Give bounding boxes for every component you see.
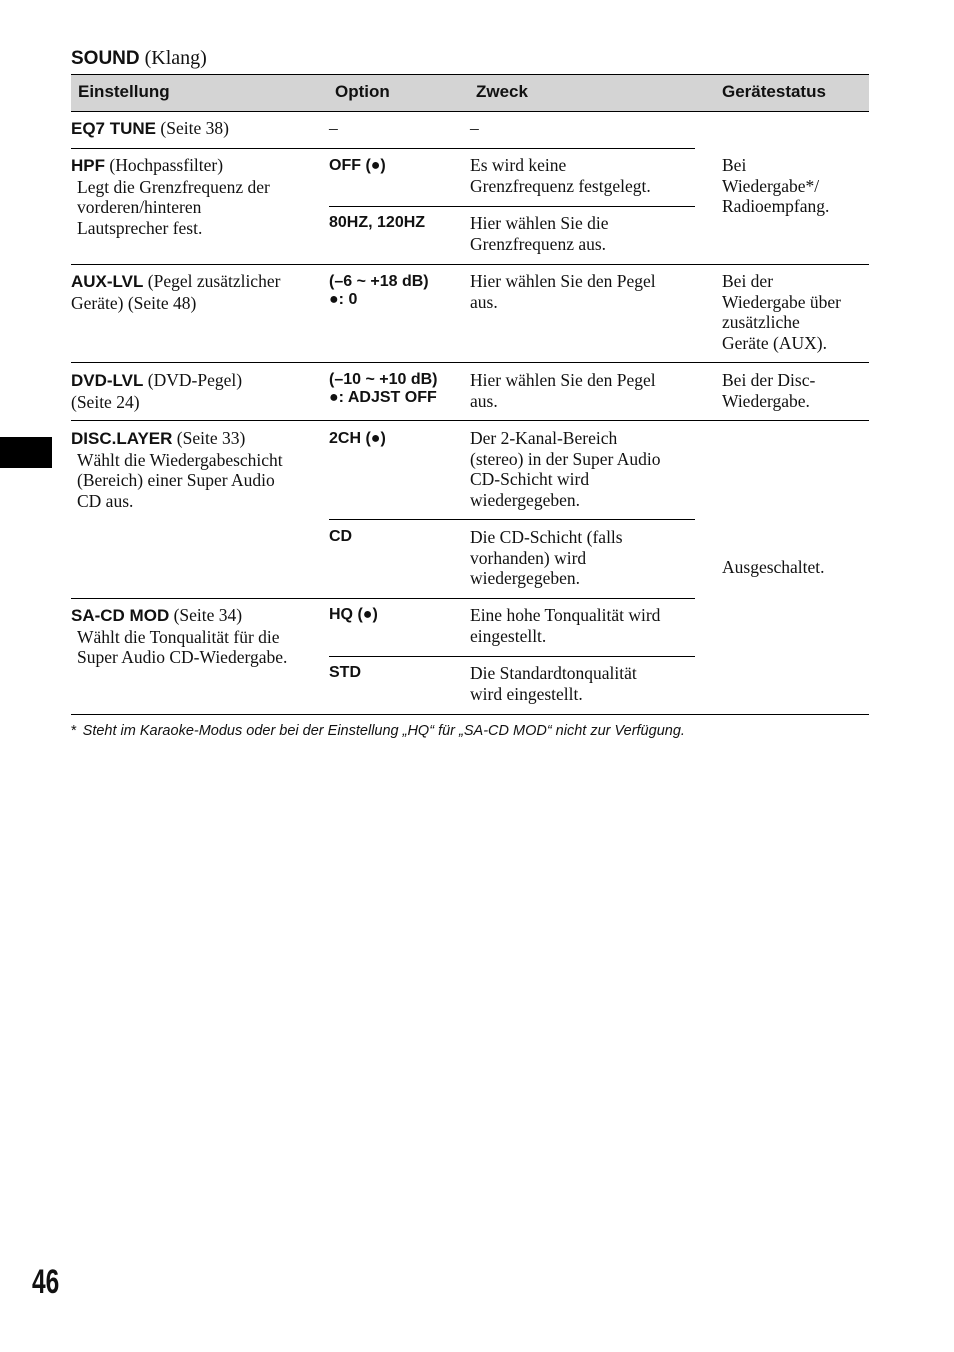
- purpose-aux-lvl: Hier wählen Sie den Pegel aus.: [470, 271, 656, 312]
- purpose-sacd-hq: Eine hohe Tonqualität wird eingestellt.: [470, 605, 661, 646]
- row-divider: [329, 656, 695, 657]
- purpose-hpf-off: Es wird keine Grenzfrequenz festgelegt.: [470, 155, 651, 196]
- setting-dvd-lvl: DVD-LVL (DVD-Pegel) (Seite 24): [71, 370, 243, 412]
- header-einstellung: Einstellung: [78, 82, 170, 101]
- footnote: * Steht im Karaoke-Modus oder bei der Einstellung „HQ“ für „SA-CD MOD“ nicht zur Verfügung.: [71, 723, 685, 739]
- option-sacd-hq: HQ (●): [329, 606, 378, 623]
- option-aux-lvl: (–6 ~ +18 dB) ●: 0: [329, 273, 429, 308]
- row-divider: [71, 420, 869, 421]
- setting-hpf: HPF (Hochpassfilter) Legt die Grenzfrequenz der vorderen/hinteren Lautsprecher fest.: [71, 155, 270, 238]
- section-title: SOUND (Klang): [71, 47, 207, 69]
- row-divider: [71, 362, 869, 363]
- header-zweck: Zweck: [476, 82, 528, 101]
- purpose-disc-2ch: Der 2-Kanal-Bereich (stereo) in der Super Audio CD-Schicht wird wiedergegeben.: [470, 428, 661, 510]
- purpose-disc-cd: Die CD-Schicht (falls vorhanden) wird wiedergegeben.: [470, 527, 623, 588]
- setting-sa-cd-mod: SA-CD MOD (Seite 34) Wählt die Tonqualität für die Super Audio CD-Wiedergabe.: [71, 605, 288, 667]
- option-hpf-off: OFF (●): [329, 157, 386, 174]
- option-disc-2ch: 2CH (●): [329, 430, 386, 447]
- option-hpf-80-120: 80HZ, 120HZ: [329, 214, 426, 231]
- purpose-eq7: –: [470, 118, 479, 138]
- option-dvd-lvl: (–10 ~ +10 dB) ●: ADJST OFF: [329, 371, 438, 406]
- status-switched-off: Ausgeschaltet.: [722, 557, 825, 577]
- status-aux: Bei der Wiedergabe über zusätzliche Geräte (AUX).: [722, 271, 841, 353]
- table-bottom-rule: [71, 714, 869, 715]
- status-playback-radio: Bei Wiedergabe*/ Radioempfang.: [722, 155, 830, 216]
- row-divider: [329, 206, 695, 207]
- setting-disc-layer: DISC.LAYER (Seite 33) Wählt die Wiedergabeschicht (Bereich) einer Super Audio CD aus.: [71, 428, 283, 511]
- purpose-dvd-lvl: Hier wählen Sie den Pegel aus.: [470, 370, 656, 411]
- setting-eq7-tune: EQ7 TUNE (Seite 38): [71, 118, 229, 138]
- status-dvd: Bei der Disc- Wiedergabe.: [722, 370, 816, 411]
- purpose-hpf-80-120: Hier wählen Sie die Grenzfrequenz aus.: [470, 213, 609, 254]
- setting-aux-lvl: AUX-LVL (Pegel zusätzlicher Geräte) (Seite 48): [71, 271, 281, 313]
- option-disc-cd: CD: [329, 528, 353, 545]
- header-option: Option: [335, 82, 390, 101]
- row-divider: [329, 519, 695, 520]
- row-divider: [71, 264, 869, 265]
- row-divider: [71, 148, 695, 149]
- purpose-sacd-std: Die Standardtonqualität wird eingestellt.: [470, 663, 637, 704]
- row-divider: [71, 598, 695, 599]
- page-number: 46: [32, 1263, 60, 1301]
- header-geraetestatus: Gerätestatus: [722, 82, 826, 101]
- option-sacd-std: STD: [329, 664, 361, 681]
- option-eq7: –: [329, 118, 338, 138]
- chapter-tab-marker: [0, 437, 52, 468]
